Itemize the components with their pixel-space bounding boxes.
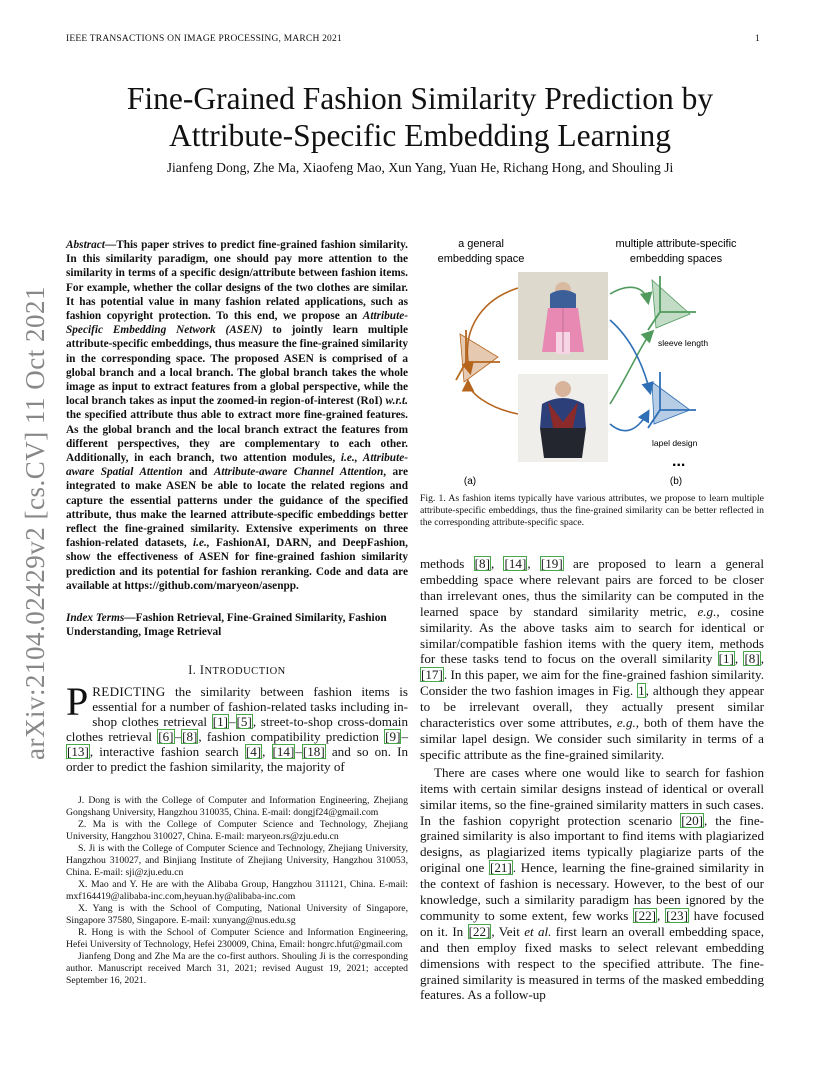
footnotes (66, 795, 408, 987)
citation-link[interactable]: [1] (718, 651, 734, 667)
abstract (66, 238, 408, 593)
page-number: 1 (755, 34, 760, 44)
abstract-text: and (182, 466, 214, 479)
author-list: Jianfeng Dong, Zhe Ma, Xiaofeng Mao, Xun Yang, Yuan He, Richang Hong, and Shouling Ji (166, 160, 674, 175)
citation-link[interactable]: [18] (302, 744, 325, 760)
right-column-body (420, 556, 764, 1003)
body-text: both of them have the similar lapel design. We consider such similarity in terms of a specific attribute as the fine-grained similarity. (420, 715, 764, 762)
body-emphasis: e.g., (697, 603, 720, 619)
citation-link[interactable]: [1] (212, 714, 228, 730)
intro-text: – (174, 729, 182, 745)
intro-text: , street-to-shop cross-domain clothes retrieval (66, 714, 408, 745)
more-spaces-ellipsis: ... (672, 453, 686, 470)
section-number: I. (188, 663, 200, 677)
citation-link[interactable]: [22] (634, 907, 657, 923)
intro-text: – (229, 714, 236, 730)
figure-1 (420, 232, 764, 488)
intro-caps: REDICTING (92, 684, 166, 699)
section-title-rest: NTRODUCTION (204, 666, 286, 677)
body-text: , (760, 651, 764, 667)
section-title-first: I (199, 663, 205, 677)
abstract-emphasis: Attribute-Specific Embedding Network (ASEN) (66, 310, 408, 337)
subfig-b-label: (b) (669, 476, 683, 487)
abstract-text: to jointly learn multiple attribute-specific embeddings, thus measure the fine-grained similarity in the corresponding space. The proposed ASEN is comprised of a global branch and a local branch. The global branch takes the whole image as input to extract features from a global perspective, while the local branch takes as input the zoomed-in region-of-interest (RoI) (66, 324, 408, 408)
footnote: X. Yang is with the School of Computing, National University of Singapore, Singapore 37580, Singapore. E-mail: xunyang@nus.edu.sg (66, 903, 408, 926)
citation-link[interactable]: [14] (272, 744, 295, 760)
arrow-blue-bottom (610, 412, 648, 431)
citation-link[interactable]: [23] (666, 907, 688, 923)
label-general-line2: embedding space (437, 253, 525, 265)
title-line-1: Fine-Grained Fashion Similarity Prediction by (126, 81, 714, 116)
label-multi-line1: multiple attribute-specific (615, 238, 737, 250)
intro-text: , (262, 744, 272, 760)
abstract-emphasis: i.e., (193, 537, 210, 550)
intro-text: and so on. In order to predict the fashion similarity, the majority of (66, 744, 409, 775)
arrow-blue-top (610, 320, 650, 392)
index-terms (66, 611, 408, 639)
footnote: Z. Ma is with the College of Computer Science and Technology, Zhejiang University, Hangzhou 310027, China. E-mail: maryeon.rs@zju.edu.cn (66, 819, 408, 842)
abstract-emphasis: Attribute-aware Channel Attention (213, 466, 384, 479)
footnote: Jianfeng Dong and Zhe Ma are the co-first authors. Shouling Ji is the corresponding author. Manuscript received March 31, 2021; revised August 19, 2021; accepted September 16, 2021. (66, 951, 408, 986)
arrow-green-top (610, 287, 648, 302)
body-text: methods (420, 556, 474, 571)
intro-text: , interactive fashion search (89, 744, 245, 760)
figure-caption: Fig. 1. As fashion items typically have various attributes, we propose to learn multiple attribute-specific embeddings, thus the fine-grained similarity can be better reflected in the corresponding attribute-specific space. (420, 493, 764, 528)
abstract-text: , are integrated to make ASEN be able to locate the related regions and capture the essential patterns under the guidance of the specified attribute, thus make the learned attribute-specific embeddings better reflect the fine-grained similarity. Extensive experiments on three fashion-related datasets, (66, 466, 408, 550)
arxiv-stamp-text: arXiv:2104.02429v2 [cs.CV] 11 Oct 2021 (20, 286, 50, 760)
paper-title (60, 80, 780, 154)
title-line-2: Attribute-Specific Embedding Learning (168, 118, 672, 153)
body-text: , (490, 556, 504, 571)
citation-link[interactable]: [14] (504, 556, 527, 571)
figure-link[interactable]: 1 (638, 683, 645, 699)
label-multi-line2: embedding spaces (629, 253, 723, 265)
abstract-emphasis: i.e., Attribute-aware Spatial Attention (66, 452, 408, 479)
arrow-green-bottom (610, 332, 652, 404)
body-text: cosine similarity. As the above tasks aim to search for identical or similar/compatible fashion items with the query item, methods for these tasks tend to focus on the overall similarity (420, 603, 764, 667)
citation-link[interactable]: [13] (67, 744, 89, 760)
body-text: are proposed to learn a general embedding space where relevant pairs are forced to be closer than irrelevant ones, thus the similarity can be computed in the learned space by standard similarity metric, (420, 556, 764, 619)
sleeve-length-space (648, 276, 696, 330)
body-text: There are cases where one would like to search for fashion items with certain similar designs instead of identical or overall similar items, so the fine-grained similarity matters in such cases. In the fashion copyright protection scenario (420, 764, 764, 828)
general-embedding-space (456, 330, 500, 382)
intro-paragraph (66, 679, 409, 775)
intro-text: the similarity between fashion items is essential for a number of fashion-related tasks including in-shop clothes retrieval (92, 684, 408, 730)
citation-link[interactable]: [19] (540, 556, 563, 571)
arrow-orange-bottom (468, 382, 518, 414)
figure-1-graphic (420, 232, 764, 488)
body-text: . Hence, learning the fine-grained similarity in the context of fashion is necessary. However, to the best of our knowledge, such a similarity paradigm has been ignored by the community to some extent, few works (420, 860, 765, 923)
body-text: , the fine-grained similarity is also important to find items with plagiarized designs, as plagiarized items typically plagiarize parts of the original one (420, 812, 764, 876)
citation-link[interactable]: [8] (744, 651, 760, 667)
arxiv-stamp[interactable] (14, 286, 50, 760)
abstract-text: —This paper strives to predict fine-grained fashion similarity. In this similarity paradigm, one should pay more attention to the similarity in terms of a specific design/attribute between fashion items. For example, whether the collar designs of the two clothes are similar. It has potential value in many fashion related applications, such as fashion copyright protection. To this end, we propose an (66, 239, 408, 323)
drop-cap: P (66, 679, 89, 724)
body-text: , Veit (491, 923, 525, 939)
body-paragraph (420, 765, 764, 1004)
abstract-label: Abstract (66, 239, 105, 251)
footnote: R. Hong is with the School of Computer Science and Information Engineering, Hefei University of Technology, Hefei 230009, China, Email: hongrc.hfut@gmail.com (66, 927, 408, 950)
footnote: X. Mao and Y. He are with the Alibaba Group, Hangzhou 311121, China. E-mail: mxf164419@alibaba-inc.com,heyuan.hy@alibaba-inc.com (66, 879, 408, 902)
body-text: , although they appear to be irrelevant overall, they actually present similar characteristics over some attributes, (420, 683, 764, 731)
citation-link[interactable]: [5] (236, 714, 252, 730)
body-text: , (657, 907, 666, 923)
body-emphasis: e.g., (616, 715, 640, 731)
abstract-text: FashionAI, DARN, and DeepFashion, show the effectiveness of ASEN for fine-grained fashion similarity prediction and its potential for fashion reranking. Code and data are available at https://github.com/maryeon/asenpp. (66, 537, 408, 592)
citation-link[interactable]: [22] (468, 923, 491, 939)
abstract-text: the specified attribute thus able to extract more fine-grained features. As the global branch and the local branch extract the features from different perspectives, they are complementary to each other. Additionally, in each branch, two attention modules, (66, 409, 408, 465)
footnote: J. Dong is with the College of Computer and Information Engineering, Zhejiang Gongshang University, Hangzhou 310035, China. E-mail: dongjf24@gmail.com (66, 795, 408, 818)
index-terms-label: Index Terms (66, 612, 125, 624)
intro-text: – (401, 729, 408, 745)
label-general-line1: a general (458, 238, 504, 250)
footnote: S. Ji is with the College of Computer Science and Technology, Zhejiang University, Hangzhou 310027, and Binjiang Institute of Zhejiang University, Hangzhou 310053, China. E-mail: sji@zju.edu.cn (66, 843, 408, 878)
intro-text: , fashion compatibility prediction (198, 729, 385, 745)
section-heading (66, 663, 408, 678)
intro-text: – (295, 744, 302, 760)
index-terms-text: —Fashion Retrieval, Fine-Grained Similarity, Fashion Understanding, Image Retrieval (66, 612, 387, 639)
running-header: IEEE TRANSACTIONS ON IMAGE PROCESSING, MARCH 2021 (66, 34, 342, 44)
body-text: . In this paper, we aim for the fine-grained fashion similarity. Consider the two fashion images in Fig. (420, 667, 764, 699)
body-paragraph (420, 556, 764, 763)
citation-link[interactable]: [9] (385, 729, 401, 745)
citation-link[interactable]: [8] (182, 729, 198, 745)
citation-link[interactable]: [6] (158, 729, 174, 745)
body-emphasis: et al. (524, 923, 552, 939)
fashion-image-dark-jacket (518, 374, 608, 462)
label-sleeve-length: sleeve length (658, 338, 709, 348)
citation-link[interactable]: [4] (245, 744, 262, 760)
citation-link[interactable]: [21] (489, 860, 512, 876)
body-text: first learn an overall embedding space, and then employ fixed masks to select relevant embedding dimensions with respect to the specified attribute. The fine-grained similarity is measured in terms of the masked embedding features. As a follow-up (420, 923, 764, 1003)
label-lapel-design: lapel design (652, 438, 698, 448)
body-text: have focused on it. In (420, 907, 765, 939)
lapel-design-space (648, 372, 696, 428)
citation-link[interactable]: [8] (474, 556, 490, 571)
subfig-a-label: (a) (463, 476, 477, 487)
fashion-image-pink-coat (518, 272, 608, 360)
body-text: , (734, 651, 744, 667)
abstract-emphasis: w.r.t. (385, 395, 408, 408)
body-text: , (527, 556, 540, 571)
citation-link[interactable]: [20] (681, 812, 704, 828)
citation-link[interactable]: [17] (421, 667, 443, 683)
